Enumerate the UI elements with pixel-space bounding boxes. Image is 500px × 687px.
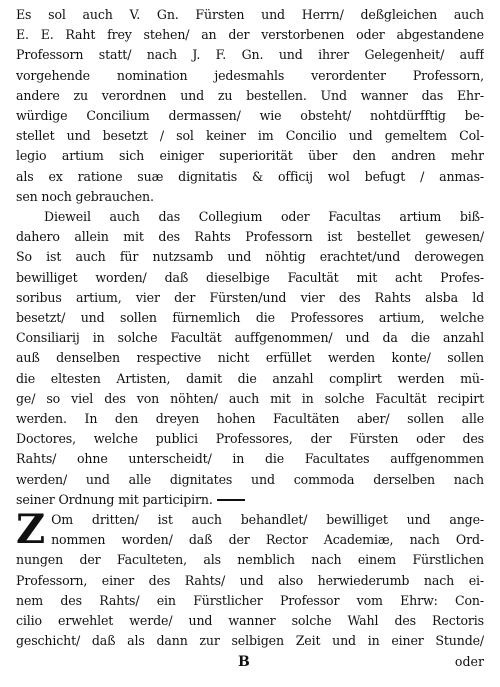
text-line: nungen der Faculteten, als nemblich nach einem Fürstlichen <box>16 552 484 568</box>
text-line: Consiliarij in solche Facultät auffgenommen/ und da die anzahl <box>16 330 484 346</box>
signature-mark: B <box>238 654 250 670</box>
text-line: die eltesten Artisten, damit die anzahl complirt werden mü- <box>16 370 484 386</box>
text-line: E. E. Raht frey stehen/ an der verstorbenen oder abgestandene <box>16 27 484 43</box>
text-line: Es sol auch V. Gn. Fürsten und Herrn/ deßgleichen auch <box>16 7 484 22</box>
text-line: werden. In den dreyen hohen Facultäten aber/ sollen alle <box>16 411 484 427</box>
text-line: Doctores, welche publici Professores, der Fürsten oder des <box>16 431 484 447</box>
text-line: geschicht/ daß als dann zur selbigen Zeit und in einer Stunde/ <box>16 633 484 649</box>
paragraph-2 <box>16 207 484 510</box>
text-line: ge/ so viel des von nöhten/ auch mit in solche Facultät recipirt <box>16 390 484 406</box>
text-line: auß denselben respective nicht erfüllet werden konte/ sollen <box>16 350 484 366</box>
page-footer <box>16 654 484 676</box>
text-line: cilio erwehlet werde/ und wanner solche Wahl des Rectoris <box>16 613 484 629</box>
text-line: als ex ratione suæ dignitatis & officij wol befugt / anmas- <box>16 168 484 184</box>
end-flourish <box>217 499 245 501</box>
text-line: Rahts/ ohne unterscheidt/ in die Facultates auffgenommen <box>16 451 484 467</box>
text-line: nommen worden/ daß der Rector Academiæ, nach Ord- <box>51 532 484 548</box>
document-text <box>16 5 484 652</box>
text-line: sen noch gebrauchen. <box>16 188 154 204</box>
paragraph-1 <box>16 5 484 207</box>
text-line: besetzt/ und sollen fürnemlich die Professores artium, welche <box>16 310 484 326</box>
text-line: nem des Rahts/ ein Fürstlicher Professor vom Ehrw: Con- <box>16 592 484 608</box>
text-line: Professorn statt/ nach J. F. Gn. und ihrer Gelegenheit/ auff <box>16 47 484 63</box>
text-line: stellet und besetzt / sol keiner im Concilio und gemeltem Col- <box>16 128 484 144</box>
text-line: Professorn, einer des Rahts/ und also herwiederumb nach ei- <box>16 572 484 588</box>
text-line: würdige Concilium dermassen/ wie obsteht/ nohtdürfftig be- <box>16 108 484 124</box>
text-line: werden/ und alle dignitates und commoda derselben nach <box>16 471 484 487</box>
text-line: dahero allein mit des Rahts Professorn ist bestellet gewesen/ <box>16 229 484 245</box>
text-line: Om dritten/ ist auch behandlet/ bewilliget und ange- <box>51 512 484 528</box>
text-line: vorgehende nomination jedesmahls verordenter Professorn, <box>16 67 484 83</box>
catchword: oder <box>454 654 484 669</box>
text-line: soribus artium, vier der Fürsten/und vier des Rahts alsba ld <box>16 289 484 305</box>
text-line: andere zu verordnen und zu bestellen. Und wanner das Ehr- <box>16 87 484 103</box>
drop-initial: Z <box>16 510 46 554</box>
text-line: So ist auch für nutzsamb und nöhtig erachtet/und derowegen <box>16 249 484 265</box>
text-line: Dieweil auch das Collegium oder Facultas artium biß- <box>44 209 484 225</box>
text-line: legio artium sich einiger superiorität über den andren mehr <box>16 148 484 164</box>
text-line-end <box>16 490 484 510</box>
paragraph-3 <box>16 510 484 651</box>
text-line: seiner Ordnung mit participirn. <box>16 491 213 507</box>
text-line: bewilliget worden/ daß dieselbige Facultät mit acht Profes- <box>16 269 484 285</box>
